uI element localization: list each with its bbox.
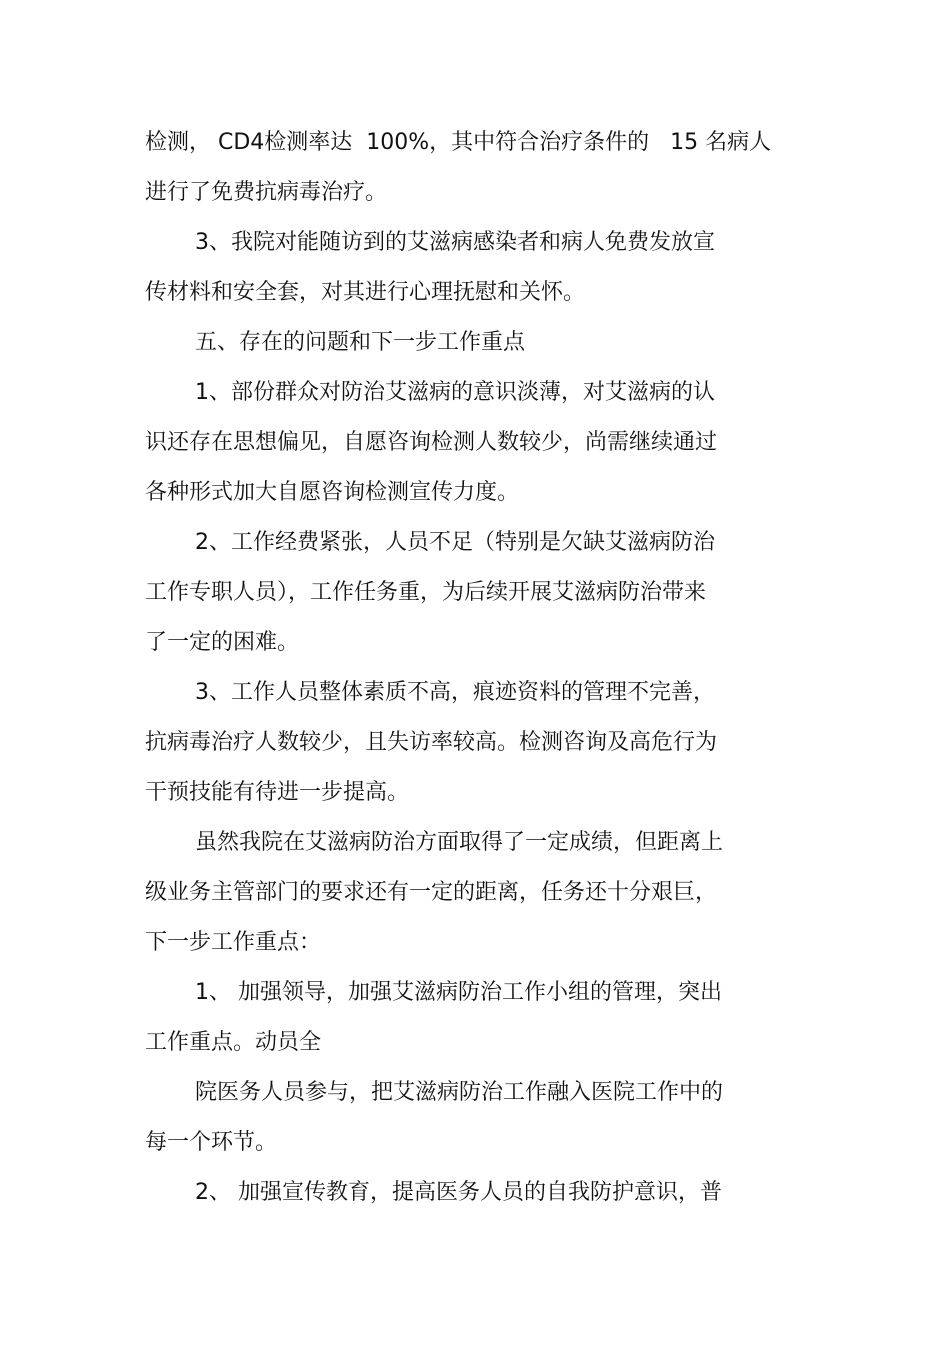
text-line-18: 1、 加强领导，加强艾滋病防治工作小组的管理，突出 — [195, 980, 722, 1005]
text-line-21: 每一个环节。 — [145, 1130, 278, 1155]
text-line-20: 院医务人员参与，把艾滋病防治工作融入医院工作中的 — [195, 1080, 724, 1105]
text-line-19: 工作重点。动员全 — [145, 1030, 322, 1055]
text-line-22: 2、 加强宣传教育，提高医务人员的自我防护意识，普 — [195, 1180, 722, 1205]
text-line-8: 各种形式加大自愿咨询检测宣传力度。 — [145, 480, 520, 505]
text-line-7: 识还存在思想偏见，自愿咨询检测人数较少，尚需继续通过 — [145, 430, 718, 455]
text-line-3: 3、我院对能随访到的艾滋病感染者和病人免费发放宣 — [195, 230, 715, 255]
text-line-15: 虽然我院在艾滋病防治方面取得了一定成绩，但距离上 — [195, 830, 724, 855]
text-line-13: 抗病毒治疗人数较少，且失访率较高。检测咨询及高危行为 — [145, 730, 718, 755]
text-line-11: 了一定的困难。 — [145, 630, 300, 655]
text-line-6: 1、部份群众对防治艾滋病的意识淡薄，对艾滋病的认 — [195, 380, 715, 405]
text-line-14: 干预技能有待进一步提高。 — [145, 780, 410, 805]
text-line-16: 级业务主管部门的要求还有一定的距离，任务还十分艰巨， — [145, 880, 718, 905]
text-line-12: 3、工作人员整体素质不高，痕迹资料的管理不完善， — [195, 680, 715, 705]
text-line-9: 2、工作经费紧张，人员不足（特别是欠缺艾滋病防治 — [195, 530, 715, 555]
text-line-4: 传材料和安全套，对其进行心理抚慰和关怀。 — [145, 280, 586, 305]
text-line-1: 检测， CD4检测率达 100%，其中符合治疗条件的 15 名病人 — [145, 130, 772, 155]
text-line-17: 下一步工作重点： — [145, 930, 322, 955]
text-line-10: 工作专职人员），工作任务重，为后续开展艾滋病防治带来 — [145, 580, 707, 605]
text-line-2: 进行了免费抗病毒治疗。 — [145, 180, 388, 205]
section-heading: 五、存在的问题和下一步工作重点 — [195, 330, 526, 355]
